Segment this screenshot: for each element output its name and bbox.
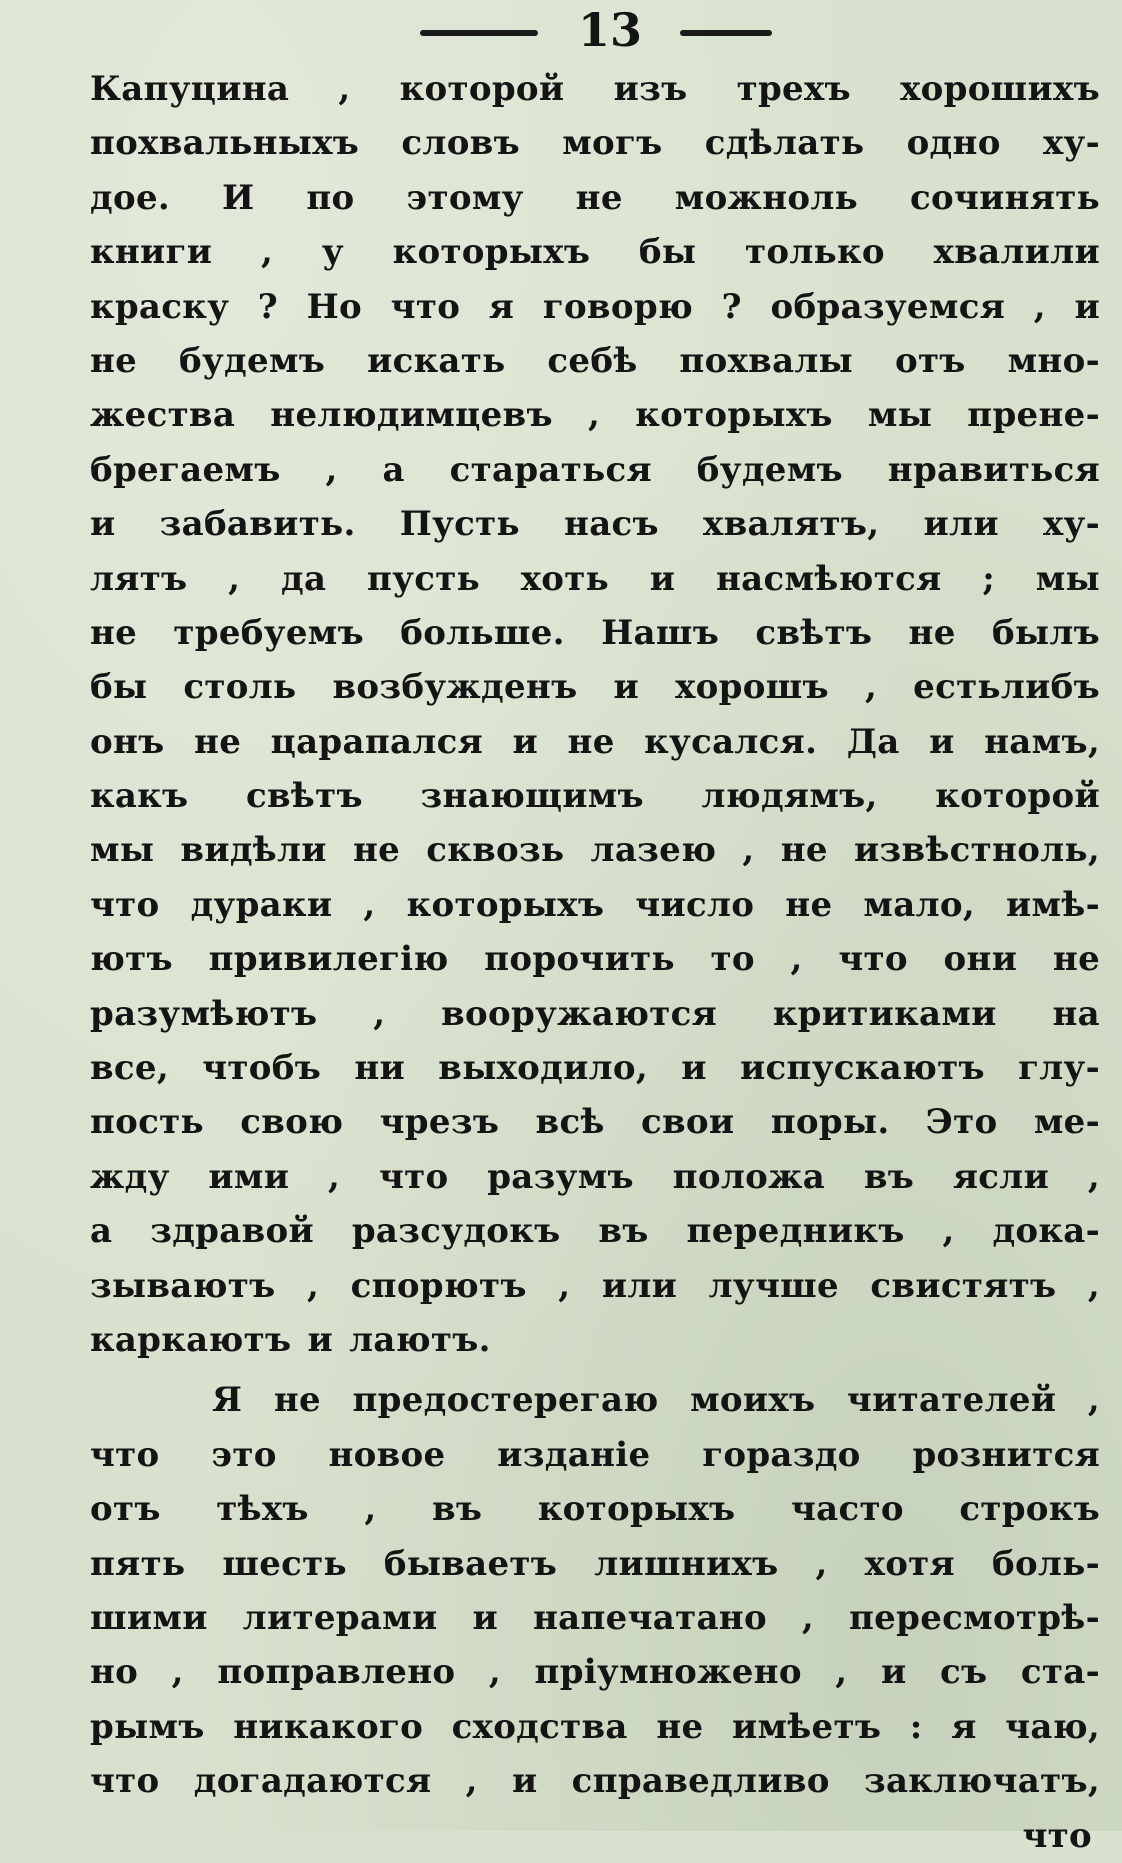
page-header xyxy=(0,4,1122,56)
text-line: краску ? Но что я говорю ? образуемся , и xyxy=(90,286,1100,327)
text-line: рымъ никакого сходства не имѣетъ : я чаю, xyxy=(90,1706,1100,1747)
text-line: а здравой разсудокъ въ передникъ , дока- xyxy=(90,1211,1100,1252)
header-rule-left xyxy=(420,30,538,36)
text-line: жества нелюдимцевъ , которыхъ мы прене- xyxy=(90,395,1100,436)
text-line: похвальныхъ словъ могъ сдѣлать одно ху- xyxy=(90,123,1100,164)
text-line: не будемъ искать себѣ похвалы отъ мно- xyxy=(90,340,1100,381)
catchword: что xyxy=(1022,1815,1092,1856)
text-line: ютъ привилегію порочить то , что они не xyxy=(90,939,1100,980)
body-text xyxy=(90,62,1100,1863)
text-line: что это новое изданіе гораздо рознится xyxy=(90,1434,1100,1475)
text-line: но , поправлено , пріумножено , и съ ста- xyxy=(90,1652,1100,1693)
text-line: жду ими , что разумъ положа въ ясли , xyxy=(90,1156,1100,1197)
header-rule-right xyxy=(680,30,772,36)
text-line: онъ не царапался и не кусался. Да и намъ, xyxy=(90,721,1100,762)
text-line: все, чтобъ ни выходило, и испускаютъ глу- xyxy=(90,1048,1100,1089)
text-line: какъ свѣтъ знающимъ людямъ, которой xyxy=(90,776,1100,817)
page-number: 13 xyxy=(577,3,642,57)
text-line: книги , у которыхъ бы только хвалили xyxy=(90,232,1100,273)
text-line: дое. И по этому не можноль сочинять xyxy=(90,177,1100,218)
text-line: что догадаются , и справедливо заключатъ, xyxy=(90,1761,1100,1802)
text-line: что дураки , которыхъ число не мало, имѣ- xyxy=(90,884,1100,925)
text-line: Капуцина , которой изъ трехъ хорошихъ xyxy=(90,69,1100,109)
text-line: разумѣютъ , вооружаются критиками на xyxy=(90,993,1100,1034)
text-line: пость свою чрезъ всѣ свои поры. Это ме- xyxy=(90,1102,1100,1143)
text-line: бы столь возбужденъ и хорошъ , естьлибъ xyxy=(90,667,1100,708)
text-line: пять шесть бываетъ лишнихъ , хотя боль- xyxy=(90,1543,1100,1584)
text-line: не требуемъ больше. Нашъ свѣтъ не былъ xyxy=(90,612,1100,653)
text-line: шими литерами и напечатано , пересмотрѣ- xyxy=(90,1597,1100,1638)
text-line: лятъ , да пусть хоть и насмѣются ; мы xyxy=(90,558,1100,599)
paragraph-end-line: каркаютъ и лаютъ. xyxy=(90,1319,491,1360)
paragraph-start-line: Я не предостерегаю моихъ читателей , xyxy=(212,1380,1100,1421)
text-line: зываютъ , спорютъ , или лучше свистятъ , xyxy=(90,1265,1100,1306)
text-line: брегаемъ , а стараться будемъ нравиться xyxy=(90,449,1100,490)
text-line: мы видѣли не сквозь лазею , не извѣстноль, xyxy=(90,830,1100,871)
text-line: и забавить. Пусть насъ хвалятъ, или ху- xyxy=(90,504,1100,545)
text-line: отъ тѣхъ , въ которыхъ часто строкъ xyxy=(90,1489,1100,1530)
